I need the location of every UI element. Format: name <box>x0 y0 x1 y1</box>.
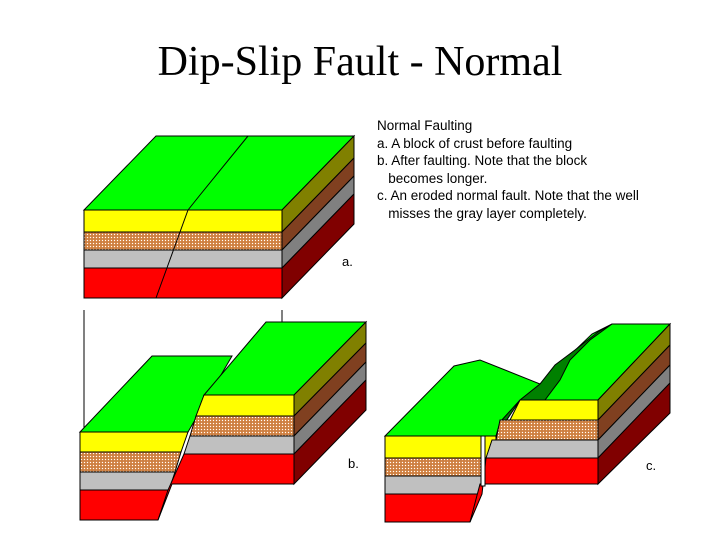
block-b-left-gray <box>80 472 175 490</box>
block-c-left-gray <box>385 476 486 494</box>
block-a-red-layer <box>84 268 282 298</box>
block-b-left-red <box>80 490 169 520</box>
label-c: c. <box>646 458 657 473</box>
block-b-left-yellow <box>80 432 188 452</box>
block-a-yellow-layer <box>84 210 282 232</box>
block-c-right-red <box>470 458 598 522</box>
page-title: Dip-Slip Fault - Normal <box>157 39 563 85</box>
block-b-left-orange <box>80 452 181 472</box>
caption-line-b2: becomes longer. <box>377 170 488 186</box>
block-c-right-yellow <box>510 400 598 420</box>
block-c-left-red <box>385 494 480 522</box>
block-c-left-yellow <box>385 436 496 458</box>
block-b-right-gray <box>184 436 294 454</box>
block-a <box>84 136 354 298</box>
block-b-fault-scarp-yellow <box>196 395 294 416</box>
block-c <box>385 324 670 522</box>
label-a: a. <box>342 254 353 269</box>
block-b-right-red <box>158 454 294 520</box>
label-b: b. <box>348 456 359 471</box>
block-a-orange-layer <box>84 232 282 250</box>
caption-line-c1: c. An eroded normal fault. Note that the well <box>377 188 639 203</box>
block-c-well <box>481 436 485 486</box>
block-c-right-gray <box>486 440 598 458</box>
caption-heading: Normal Faulting <box>377 118 473 133</box>
caption-line-c2: misses the gray layer completely. <box>377 205 587 221</box>
block-b <box>80 322 366 520</box>
block-b-right-orange <box>190 416 294 436</box>
block-a-gray-layer <box>84 250 282 268</box>
caption-line-b1: b. After faulting. Note that the block <box>377 153 588 168</box>
block-c-right-orange <box>496 420 598 440</box>
caption-line-a: a. A block of crust before faulting <box>377 135 573 151</box>
block-c-left-orange <box>385 458 490 476</box>
